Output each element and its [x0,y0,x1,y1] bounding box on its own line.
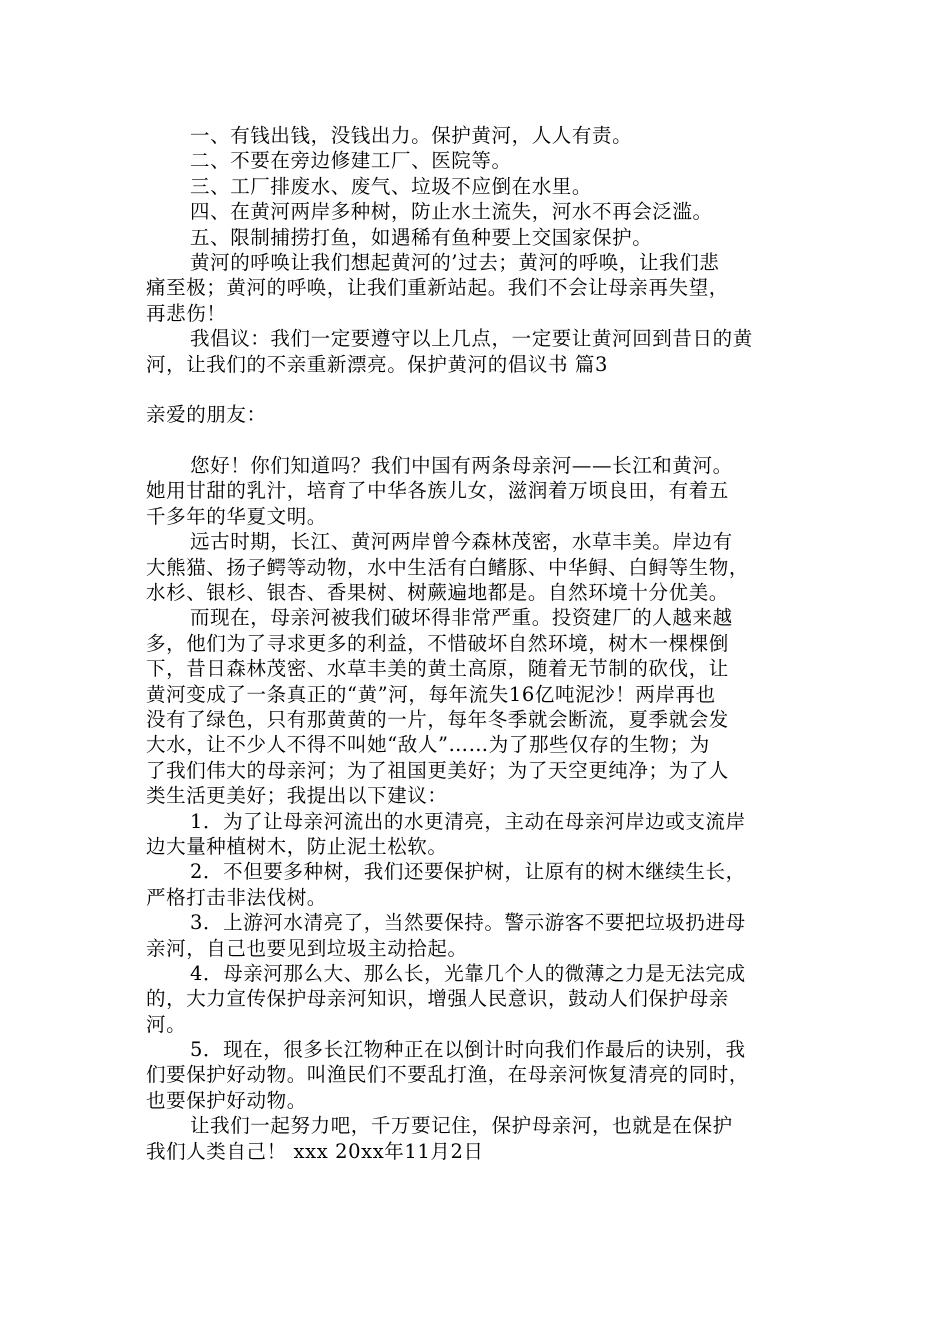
salutation: 亲爱的朋友： [146,403,267,427]
text-line: 河。 [146,1012,187,1036]
list-item: 1．为了让母亲河流出的水更清亮，主动在母亲河岸边或支流岸 [190,809,746,833]
text-line: 没有了绿色，只有那黄黄的一片，每年冬季就会断流，夏季就会发 [146,707,729,731]
signature-line: 我们人类自己！ xxx 20xx年11月2日 [146,1139,484,1163]
text-line: 远古时期，长江、黄河两岸曾今森林茂密，水草丰美。岸边有 [190,530,733,554]
text-line: 多，他们为了寻求更多的利益，不惜破坏自然环境，树木一棵棵倒 [146,631,729,655]
text-line: 让我们一起努力吧，千万要记住，保护母亲河，也就是在保护 [190,1114,733,1138]
blank-line [146,377,806,402]
text-line: 千多年的华夏文明。 [146,504,327,528]
text-line: 一、有钱出钱，没钱出力。保护黄河，人人有责。 [190,124,633,147]
text-line: 她用甘甜的乳汁，培育了中华各族儿女，滋润着万顷良田，有着五 [146,479,729,503]
text-line: 大熊猫、扬子鳄等动物，水中生活有白鳍豚、中华鲟、白鲟等生物， [146,555,750,579]
text-line: 您好！你们知道吗？我们中国有两条母亲河——长江和黄河。 [190,454,733,478]
text-line: 边大量种植树木，防止泥土松软。 [146,834,448,858]
text-line: 我倡议：我们一定要遵守以上几点，一定要让黄河回到昔日的黄 [190,327,753,351]
text-line: 痛至极；黄河的呼唤，让我们重新站起。我们不会让母亲再失望， [146,276,729,300]
text-line: 二、不要在旁边修建工厂、医院等。 [190,149,512,173]
text-line: 再悲伤！ [146,301,227,325]
text-line: 河，让我们的不亲重新漂亮。保护黄河的倡议书 篇3 [146,352,609,376]
text-line: 大水，让不少人不得不叫她“敌人”……为了那些仅存的生物；为 [146,733,710,757]
text-line: 五、限制捕捞打鱼，如遇稀有鱼种要上交国家保护。 [190,225,653,249]
text-line: 三、工厂排废水、废气、垃圾不应倒在水里。 [190,174,593,198]
text-line: 黄河的呼唤让我们想起黄河的’过去；黄河的呼唤，让我们悲 [190,250,720,274]
text-line: 也要保护好动物。 [146,1088,307,1112]
text-line: 了我们伟大的母亲河；为了祖国更美好；为了天空更纯净；为了人 [146,758,729,782]
text-line: 类生活更美好；我提出以下建议： [146,784,448,808]
text-line: 四、在黄河两岸多种树，防止水土流失，河水不再会泛滥。 [190,200,713,224]
text-line: 而现在，母亲河被我们破坏得非常严重。投资建厂的人越来越 [190,606,733,630]
text-line: 们要保护好动物。叫渔民们不要乱打渔，在母亲河恢复清亮的同时， [146,1063,750,1087]
text-line: 黄河变成了一条真正的“黄”河，每年流失16亿吨泥沙！两岸再也 [146,682,716,706]
text-line: 下，昔日森林茂密、水草丰美的黄土高原，随着无节制的砍伐，让 [146,657,729,681]
text-line: 水杉、银杉、银杏、香果树、树蕨遍地都是。自然环境十分优美。 [146,581,729,605]
list-item: 4．母亲河那么大、那么长，光靠几个人的微薄之力是无法完成 [190,961,746,985]
list-item: 3．上游河水清亮了，当然要保持。警示游客不要把垃圾扔进母 [190,911,746,935]
text-line: 的，大力宣传保护母亲河知识，增强人民意识，鼓动人们保护母亲 [146,987,729,1011]
list-item: 2．不但要多种树，我们还要保护树，让原有的树木继续生长， [190,860,746,884]
text-line: 亲河，自己也要见到垃圾主动拾起。 [146,936,468,960]
blank-line [146,428,806,453]
list-item: 5．现在，很多长江物种正在以倒计时向我们作最后的诀别，我 [190,1038,746,1062]
document-body [146,123,806,1164]
text-line: 严格打击非法伐树。 [146,885,327,909]
